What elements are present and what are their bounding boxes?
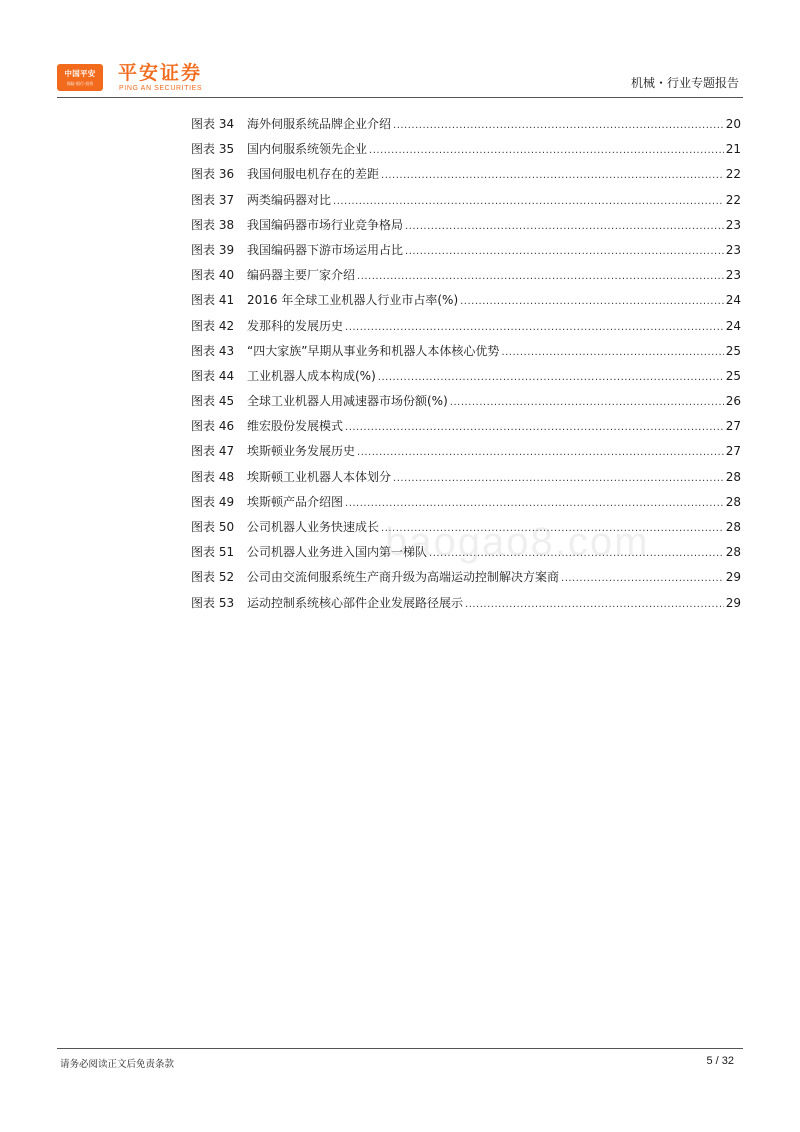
toc-entry-title: 海外伺服系统品牌企业介绍 bbox=[247, 117, 392, 131]
watermark: baogao8.com bbox=[385, 520, 650, 564]
toc-entry-label: 图表 41 bbox=[191, 293, 235, 308]
toc-dot-leader bbox=[465, 596, 724, 614]
toc-dot-leader bbox=[381, 520, 724, 538]
toc-dot-leader bbox=[429, 545, 724, 563]
toc-entry[interactable] bbox=[191, 392, 741, 417]
logo-badge-text: 中国平安 bbox=[64, 68, 96, 78]
report-title: 机械・行业专题报告 bbox=[630, 76, 739, 90]
page-header bbox=[0, 0, 800, 100]
toc-dot-leader bbox=[345, 495, 724, 513]
toc-dot-leader bbox=[345, 419, 724, 437]
toc-entry-page: 24 bbox=[725, 293, 741, 308]
toc-dot-leader bbox=[357, 268, 724, 286]
page-number: 5 / 32 bbox=[706, 1055, 734, 1067]
toc-entry[interactable] bbox=[191, 191, 741, 216]
toc-entry-title: 运动控制系统核心部件企业发展路径展示 bbox=[247, 595, 464, 610]
logo-badge-subtext: 保险·银行·投资 bbox=[66, 80, 94, 86]
toc-entry[interactable] bbox=[191, 291, 741, 316]
toc-entry-page: 22 bbox=[725, 192, 741, 207]
pingan-logo-icon bbox=[57, 64, 103, 91]
toc-entry-title: 维宏股份发展模式 bbox=[247, 419, 344, 434]
toc-entry-page: 25 bbox=[725, 343, 741, 358]
toc-entry[interactable] bbox=[191, 266, 741, 291]
toc-entry-title: 2016 年全球工业机器人行业市占率(%) bbox=[247, 293, 459, 308]
toc-entry-page: 23 bbox=[725, 217, 741, 232]
toc-entry[interactable] bbox=[191, 442, 741, 467]
toc-entry-title: 埃斯顿业务发展历史 bbox=[247, 444, 356, 459]
toc-entry-title: 我国伺服电机存在的差距 bbox=[247, 167, 380, 182]
toc-dot-leader bbox=[450, 394, 724, 412]
toc-entry[interactable] bbox=[191, 468, 741, 493]
brand-name: 平安证券 bbox=[118, 62, 203, 84]
toc-dot-leader bbox=[561, 570, 724, 588]
toc-entry-page: 28 bbox=[725, 520, 741, 534]
toc-entry-page: 22 bbox=[725, 167, 741, 182]
toc-entry-label: 图表 42 bbox=[191, 318, 235, 333]
toc-entry-label: 图表 51 bbox=[191, 545, 235, 560]
toc-entry[interactable] bbox=[191, 342, 741, 367]
toc-entry-page: 23 bbox=[725, 268, 741, 283]
toc-entry-title: 两类编码器对比 bbox=[247, 192, 332, 207]
toc-entry[interactable] bbox=[191, 241, 741, 266]
toc-dot-leader bbox=[345, 319, 724, 337]
toc-entry-page: 28 bbox=[725, 494, 741, 509]
toc-entry-label: 图表 35 bbox=[191, 142, 235, 157]
toc-entry-label: 图表 34 bbox=[191, 117, 235, 131]
toc-entry[interactable] bbox=[191, 216, 741, 241]
toc-entry[interactable] bbox=[191, 367, 741, 392]
toc-entry-page: 29 bbox=[725, 570, 741, 585]
toc-entry-title: 国内伺服系统领先企业 bbox=[247, 142, 368, 157]
toc-entry-label: 图表 37 bbox=[191, 192, 235, 207]
toc-entry-label: 图表 39 bbox=[191, 242, 235, 257]
toc-entry[interactable] bbox=[191, 594, 741, 619]
toc-entry-page: 29 bbox=[725, 595, 741, 610]
toc-entry-title: 埃斯顿产品介绍图 bbox=[247, 494, 344, 509]
toc-entry-label: 图表 36 bbox=[191, 167, 235, 182]
toc-dot-leader bbox=[460, 293, 724, 311]
toc-entry-page: 27 bbox=[725, 419, 741, 434]
toc-entry[interactable] bbox=[191, 417, 741, 442]
toc-entry-label: 图表 50 bbox=[191, 520, 235, 534]
toc-entry[interactable] bbox=[191, 165, 741, 190]
toc-dot-leader bbox=[369, 142, 724, 160]
toc-entry-page: 28 bbox=[725, 469, 741, 484]
toc-entry-label: 图表 44 bbox=[191, 368, 235, 383]
toc-entry[interactable] bbox=[191, 568, 741, 593]
toc-entry-page: 23 bbox=[725, 242, 741, 257]
toc-dot-leader bbox=[333, 193, 724, 211]
toc-entry-label: 图表 53 bbox=[191, 595, 235, 610]
toc-entry[interactable] bbox=[191, 493, 741, 518]
toc-entry-label: 图表 52 bbox=[191, 570, 235, 585]
toc-entry[interactable] bbox=[191, 317, 741, 342]
toc-entry-title: 我国编码器市场行业竞争格局 bbox=[247, 217, 404, 232]
toc-dot-leader bbox=[501, 344, 723, 362]
toc-entry-page: 28 bbox=[725, 545, 741, 560]
footer-divider bbox=[57, 1048, 743, 1049]
toc-entry-title: 公司由交流伺服系统生产商升级为高端运动控制解决方案商 bbox=[247, 570, 560, 585]
toc-entry-title: 全球工业机器人用减速器市场份额(%) bbox=[247, 394, 448, 409]
toc-dot-leader bbox=[393, 470, 724, 488]
toc-entry-page: 26 bbox=[725, 394, 741, 409]
toc-entry-label: 图表 43 bbox=[191, 343, 235, 358]
toc-dot-leader bbox=[393, 117, 724, 135]
footer-disclaimer: 请务必阅读正文后免责条款 bbox=[60, 1059, 175, 1070]
toc-entry-title: 公司机器人业务快速成长 bbox=[247, 520, 380, 534]
toc-dot-leader bbox=[357, 444, 724, 462]
toc-dot-leader bbox=[405, 243, 724, 261]
toc-entry-title: 工业机器人成本构成(%) bbox=[247, 368, 376, 383]
toc-entry-page: 27 bbox=[725, 444, 741, 459]
toc-entry-title: 编码器主要厂家介绍 bbox=[247, 268, 356, 283]
toc-entry-label: 图表 49 bbox=[191, 494, 235, 509]
toc-entry[interactable] bbox=[191, 115, 741, 140]
toc-entry-label: 图表 45 bbox=[191, 394, 235, 409]
toc-entry-label: 图表 47 bbox=[191, 444, 235, 459]
toc-entry-page: 20 bbox=[725, 117, 741, 131]
toc-entry-page: 25 bbox=[725, 368, 741, 383]
toc-entry-label: 图表 40 bbox=[191, 268, 235, 283]
toc-entry-title: “四大家族”早期从事业务和机器人本体核心优势 bbox=[247, 343, 500, 358]
toc-dot-leader bbox=[381, 167, 724, 185]
toc-entry-title: 埃斯顿工业机器人本体划分 bbox=[247, 469, 392, 484]
toc-entry-title: 我国编码器下游市场运用占比 bbox=[247, 242, 404, 257]
toc-entry-label: 图表 46 bbox=[191, 419, 235, 434]
toc-entry[interactable] bbox=[191, 140, 741, 165]
toc-entry[interactable] bbox=[191, 518, 741, 543]
header-divider bbox=[57, 97, 743, 98]
toc-entry-page: 24 bbox=[725, 318, 741, 333]
toc-entry-label: 图表 48 bbox=[191, 469, 235, 484]
toc-dot-leader bbox=[405, 218, 724, 236]
toc-dot-leader bbox=[378, 369, 724, 387]
toc-entry-label: 图表 38 bbox=[191, 217, 235, 232]
toc-entry-title: 公司机器人业务进入国内第一梯队 bbox=[247, 545, 428, 560]
toc-entry-title: 发那科的发展历史 bbox=[247, 318, 344, 333]
figure-table-of-contents bbox=[191, 115, 741, 619]
brand-name-english: PING AN SECURITIES bbox=[119, 85, 203, 92]
toc-entry[interactable] bbox=[191, 543, 741, 568]
toc-entry-page: 21 bbox=[725, 142, 741, 157]
